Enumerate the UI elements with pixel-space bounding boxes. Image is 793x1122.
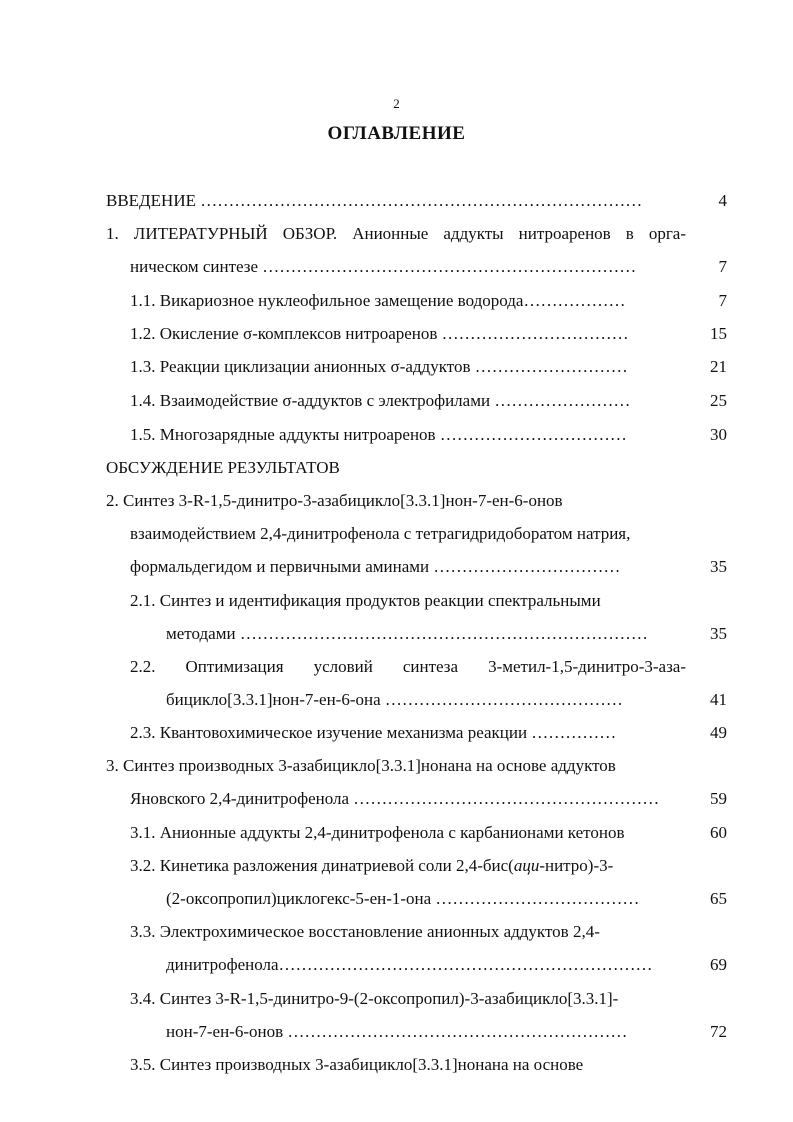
- toc-entry-3-4-page: 72: [710, 1022, 727, 1041]
- toc-entry-3-line-2: Яновского 2,4-динитрофенола ………………………………………………: [130, 789, 660, 808]
- toc-entry-2-1-page: 35: [710, 624, 727, 643]
- toc-entry-3-2-page: 65: [710, 889, 727, 908]
- toc-entry-3-5-line-1: 3.5. Синтез производных 3-азабицикло[3.3.1]нонана на основе: [130, 1055, 584, 1074]
- toc-entry-2-line-1: 2. Синтез 3-R-1,5-динитро-3-азабицикло[3.3.1]нон-7-ен-6-онов: [106, 491, 563, 510]
- toc-entry-3-3-line-2: динитрофенола…………………………………………………………: [166, 955, 653, 974]
- toc-entry-3-line-1: 3. Синтез производных 3-азабицикло[3.3.1]нонана на основе аддуктов: [106, 756, 616, 775]
- toc-entry-2-line-3: формальдегидом и первичными аминами ……………………………: [130, 557, 621, 576]
- toc-entry-2-2-line-1: 2.2. Оптимизация условий синтеза 3-метил-1,5-динитро-3-аза-: [130, 657, 686, 676]
- toc-entry-1-1-line-1: 1.1. Викариозное нуклеофильное замещение водорода………………: [130, 291, 626, 310]
- toc-entry-2-3-line-1: 2.3. Квантовохимическое изучение механизма реакции ……………: [130, 723, 617, 742]
- page-title: ОГЛАВЛЕНИЕ: [327, 123, 466, 144]
- aci-prefix: аци: [513, 856, 540, 875]
- toc-entry-2-page: 35: [710, 557, 727, 576]
- toc-entry-1-4-page: 25: [710, 391, 727, 410]
- toc-entry-2-2-line-2: бицикло[3.3.1]нон-7-ен-6-она ……………………………………: [166, 690, 623, 709]
- toc-entry-3-1-line-1: 3.1. Анионные аддукты 2,4-динитрофенола с карбанионами кетонов: [130, 823, 625, 842]
- toc-entry-3-3-line-1: 3.3. Электрохимическое восстановление анионных аддуктов 2,4-: [130, 922, 600, 941]
- toc-entry-2-3-page: 49: [710, 723, 727, 742]
- toc-section-discussion-heading: ОБСУЖДЕНИЕ РЕЗУЛЬТАТОВ: [106, 458, 340, 477]
- toc-entry-3-page: 59: [710, 789, 727, 808]
- toc-entry-3-1-page: 60: [710, 823, 727, 842]
- toc-entry-1-3-line-1: 1.3. Реакции циклизации анионных σ-аддуктов ………………………: [130, 357, 628, 376]
- toc-entry-2-line-2: взаимодействием 2,4-динитрофенола с тетрагидридоборатом натрия,: [130, 524, 631, 543]
- toc-entry-2-1-line-2: методами ………………………………………………………………: [166, 624, 648, 643]
- toc-entry-1-3-page: 21: [710, 357, 727, 376]
- toc-entry-1-5-line-1: 1.5. Многозарядные аддукты нитроаренов ……………………………: [130, 425, 627, 444]
- toc-entry-3-3-page: 69: [710, 955, 727, 974]
- toc-entry-literature-review-page: 7: [718, 257, 727, 276]
- toc-entry-literature-review-line-2: ническом синтезе …………………………………………………………: [130, 257, 637, 276]
- toc-entry-1-1-page: 7: [718, 291, 727, 310]
- toc-entry-1-5-page: 30: [710, 425, 727, 444]
- toc-entry-1-2-line-1: 1.2. Окисление σ-комплексов нитроаренов ……………………………: [130, 324, 629, 343]
- toc-entry-introduction-page: 4: [718, 191, 727, 210]
- toc-entry-literature-review-line-1: 1. ЛИТЕРАТУРНЫЙ ОБЗОР. Анионные аддукты нитроаренов в орга-: [106, 224, 686, 243]
- toc-entry-2-1-line-1: 2.1. Синтез и идентификация продуктов реакции спектральными: [130, 591, 601, 610]
- toc-entry-3-2-line-2: (2-оксопропил)циклогекс-5-ен-1-она ………………………………: [166, 889, 640, 908]
- toc-entry-3-4-line-1: 3.4. Синтез 3-R-1,5-динитро-9-(2-оксопропил)-3-азабицикло[3.3.1]-: [130, 989, 619, 1008]
- toc-entry-1-2-page: 15: [710, 324, 727, 343]
- page-number: 2: [393, 96, 400, 111]
- toc-entry-2-2-page: 41: [710, 690, 727, 709]
- toc-entry-3-2-line-1: 3.2. Кинетика разложения динатриевой соли 2,4-бис(аци-нитро)-3-: [130, 856, 614, 875]
- toc-entry-1-4-line-1: 1.4. Взаимодействие σ-аддуктов с электрофилами ……………………: [130, 391, 631, 410]
- toc-entry-3-4-line-2: нон-7-ен-6-онов ……………………………………………………: [166, 1022, 628, 1041]
- toc-entry-introduction-line-1: ВВЕДЕНИЕ ……………………………………………………………………: [106, 191, 643, 210]
